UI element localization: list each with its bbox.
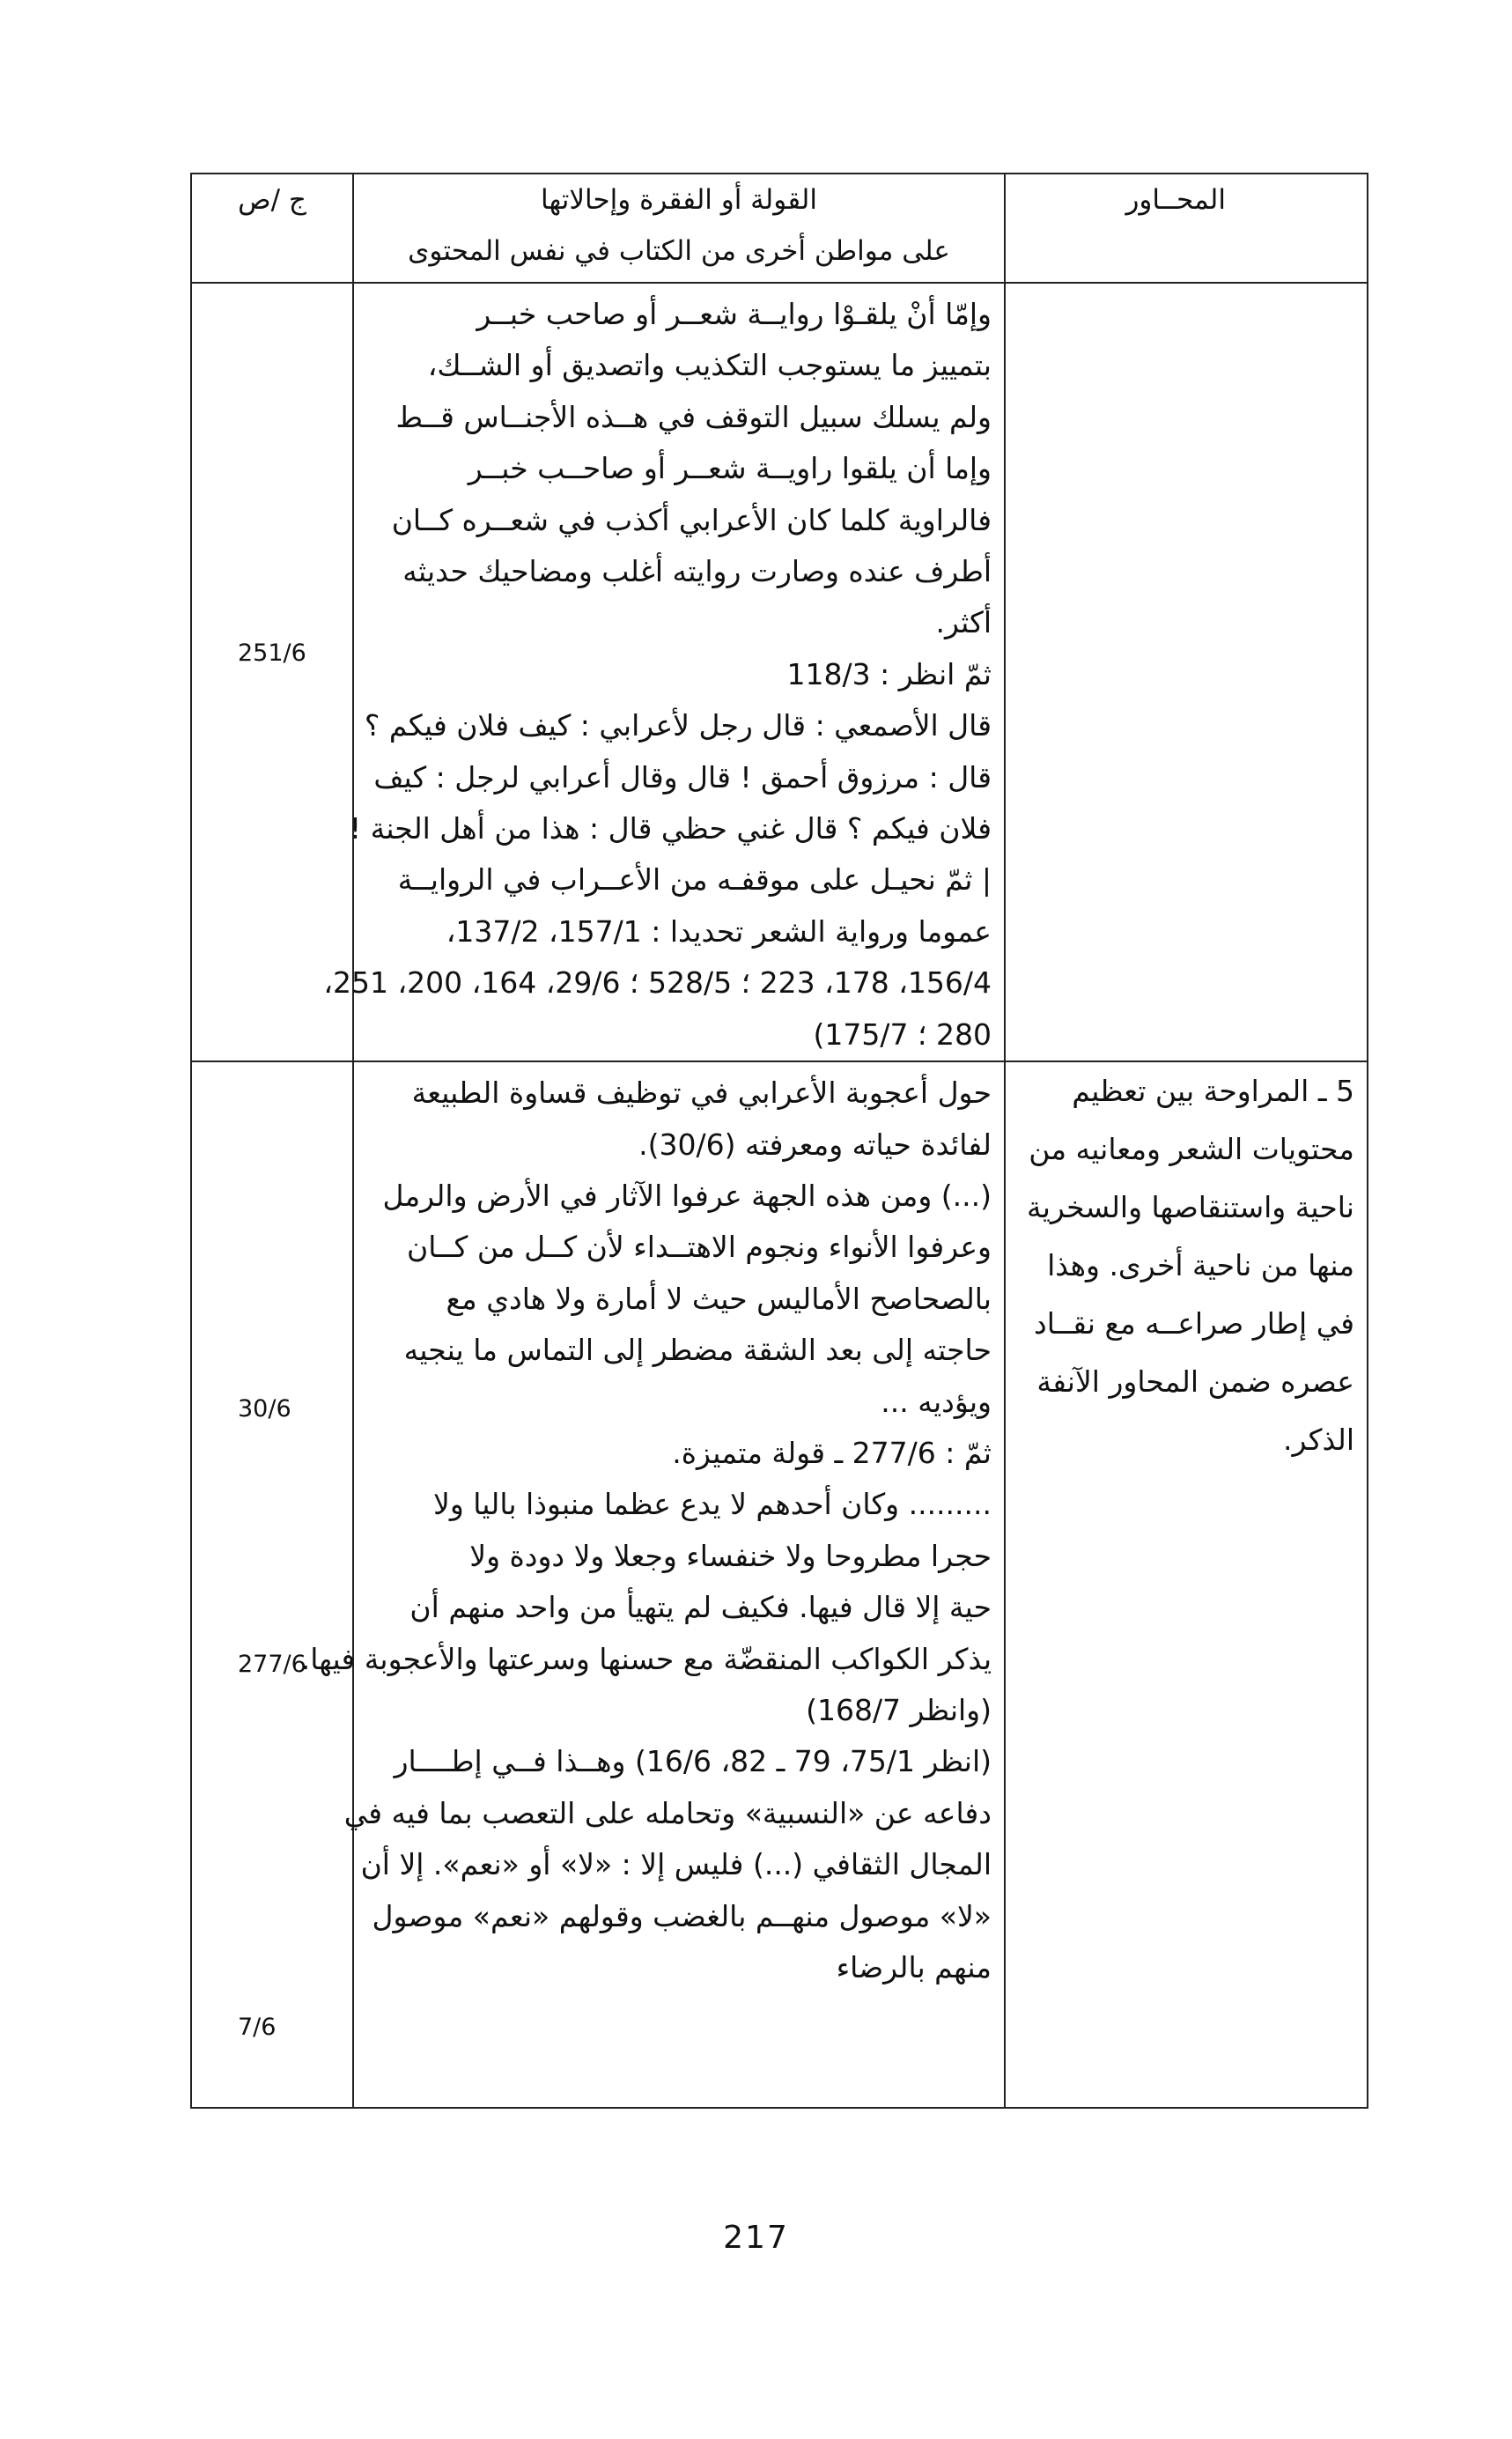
header-axes xyxy=(1005,174,1368,283)
quote-line: قال : مرزوق أحمق ! قال وقال أعرابي لرجل : كيف xyxy=(373,759,992,795)
quote-line: حجرا مطروحا ولا خنفساء وجعلا ولا دودة ولا xyxy=(469,1538,992,1573)
quote-line: وعرفوا الأنواء ونجوم الاهتــداء لأن كــل من كــان xyxy=(407,1230,992,1265)
header-quote-line2: على مواطن أخرى من الكتاب في نفس المحتوى xyxy=(408,235,950,267)
table-header-row xyxy=(191,174,1368,283)
quote-line: (...) ومن هذه الجهة عرفوا الآثار في الأرض والرمل xyxy=(382,1178,992,1213)
quote-line: بتمييز ما يستوجب التكذيب واتصديق أو الشــك، xyxy=(427,348,992,383)
axis-line: محتويات الشعر ومعانيه من xyxy=(1029,1132,1354,1167)
quote-line: المجال الثقافي (...) فليس إلا : «لا» أو «نعم». إلا أن xyxy=(360,1847,992,1882)
row2-ref-cell xyxy=(191,1061,353,2108)
page-reference: 277/6 xyxy=(238,1651,306,1679)
quote-line: ثمّ انظر : 118/3 xyxy=(786,656,992,691)
header-quote xyxy=(353,174,1005,283)
header-ref-label: ج /ص xyxy=(238,184,306,216)
quote-line: | ثمّ نحيـل على موقفـه من الأعــراب في الروايــة xyxy=(397,862,992,898)
row1-ref-cell xyxy=(191,283,353,1061)
content-table xyxy=(190,173,1368,2109)
quote-line: حول أعجوبة الأعرابي في توظيف قساوة الطبيعة xyxy=(411,1075,992,1111)
axis-line: ناحية واستنقاصها والسخرية xyxy=(1027,1190,1354,1225)
header-quote-line1: القولة أو الفقرة وإحالاتها xyxy=(541,184,817,216)
header-axes-label: المحــاور xyxy=(1125,184,1226,216)
quote-line: 156/4، 178، 223 ؛ 528/5 ؛ 29/6، 164، 200، 251، xyxy=(323,965,992,1001)
header-ref xyxy=(191,174,353,283)
page-reference: 30/6 xyxy=(238,1395,291,1423)
page-number: 217 xyxy=(723,2220,789,2256)
quote-line: حاجته إلى بعد الشقة مضطر إلى التماس ما ينجيه xyxy=(403,1333,992,1368)
quote-line: عموما ورواية الشعر تحديدا : 157/1، 137/2، xyxy=(446,913,992,949)
quote-line: ......... وكان أحدهم لا يدع عظما منبوذا باليا ولا xyxy=(433,1487,992,1522)
quote-line: أطرف عنده وصارت روايته أغلب ومضاحيك حديثه xyxy=(402,554,992,589)
quote-line: فلان فيكم ؟ قال غني حظي قال : هذا من أهل الجنة ! xyxy=(349,811,992,846)
row1-quote-cell xyxy=(323,283,1005,1061)
quote-line: (انظر 75/1، 79 ـ 82، 16/6) وهــذا فــي إطــــار xyxy=(394,1744,992,1779)
quote-line: فالراوية كلما كان الأعرابي أكذب في شعــره كــان xyxy=(391,502,992,537)
quote-line: يذكر الكواكب المنقضّة مع حسنها وسرعتها والأعجوبة فيها. xyxy=(300,1641,992,1676)
page-reference: 251/6 xyxy=(238,639,306,667)
quote-line: ولم يسلك سبيل التوقف في هــذه الأجنــاس قــط xyxy=(395,399,992,434)
axis-line: في إطار صراعــه مع نقــاد xyxy=(1034,1306,1354,1341)
axis-line: عصره ضمن المحاور الآنفة xyxy=(1036,1364,1354,1400)
quote-line: أكثر. xyxy=(935,605,992,640)
quote-line: قال الأصمعي : قال رجل لأعرابي : كيف فلان فيكم ؟ xyxy=(364,708,992,743)
page-reference: 7/6 xyxy=(238,2014,277,2042)
quote-line: ويؤديه ... xyxy=(881,1384,992,1419)
quote-line: حية إلا قال فيها. فكيف لم يتهيأ من واحد منهم أن xyxy=(409,1590,992,1625)
quote-line: 280 ؛ 175/7) xyxy=(813,1016,992,1052)
row1-axes-cell xyxy=(1005,283,1368,1061)
quote-line: «لا» موصول منهــم بالغضب وقولهم «نعم» موصول xyxy=(372,1898,992,1933)
row2-quote-cell xyxy=(300,1061,1005,2108)
quote-line: دفاعه عن «النسبية» وتحامله على التعصب بما فيه في xyxy=(343,1795,992,1830)
quote-line: ثمّ : 277/6 ـ قولة متميزة. xyxy=(672,1435,992,1470)
axis-line: الذكر. xyxy=(1283,1423,1354,1458)
table-row-1 xyxy=(191,283,1368,1061)
axis-line: 5 ـ المراوحة بين تعظيم xyxy=(1072,1074,1354,1109)
quote-line: وإما أن يلقوا راويــة شعــر أو صاحــب خبــر xyxy=(468,451,992,486)
quote-line: بالصحاصح الأماليس حيث لا أمارة ولا هادي مع xyxy=(446,1281,992,1316)
quote-line: (وانظر 168/7) xyxy=(806,1692,992,1727)
row2-axes-cell xyxy=(1005,1061,1368,2108)
quote-line: منهم بالرضاء xyxy=(836,1950,992,1984)
quote-line: وإمّا أنْ يلقـوْا روايــة شعــر أو صاحب خبــر xyxy=(476,297,992,331)
table-row-2 xyxy=(191,1061,1368,2108)
quote-line: لفائدة حياته ومعرفته (30/6). xyxy=(638,1127,992,1162)
axis-line: منها من ناحية أخرى. وهذا xyxy=(1047,1248,1354,1283)
